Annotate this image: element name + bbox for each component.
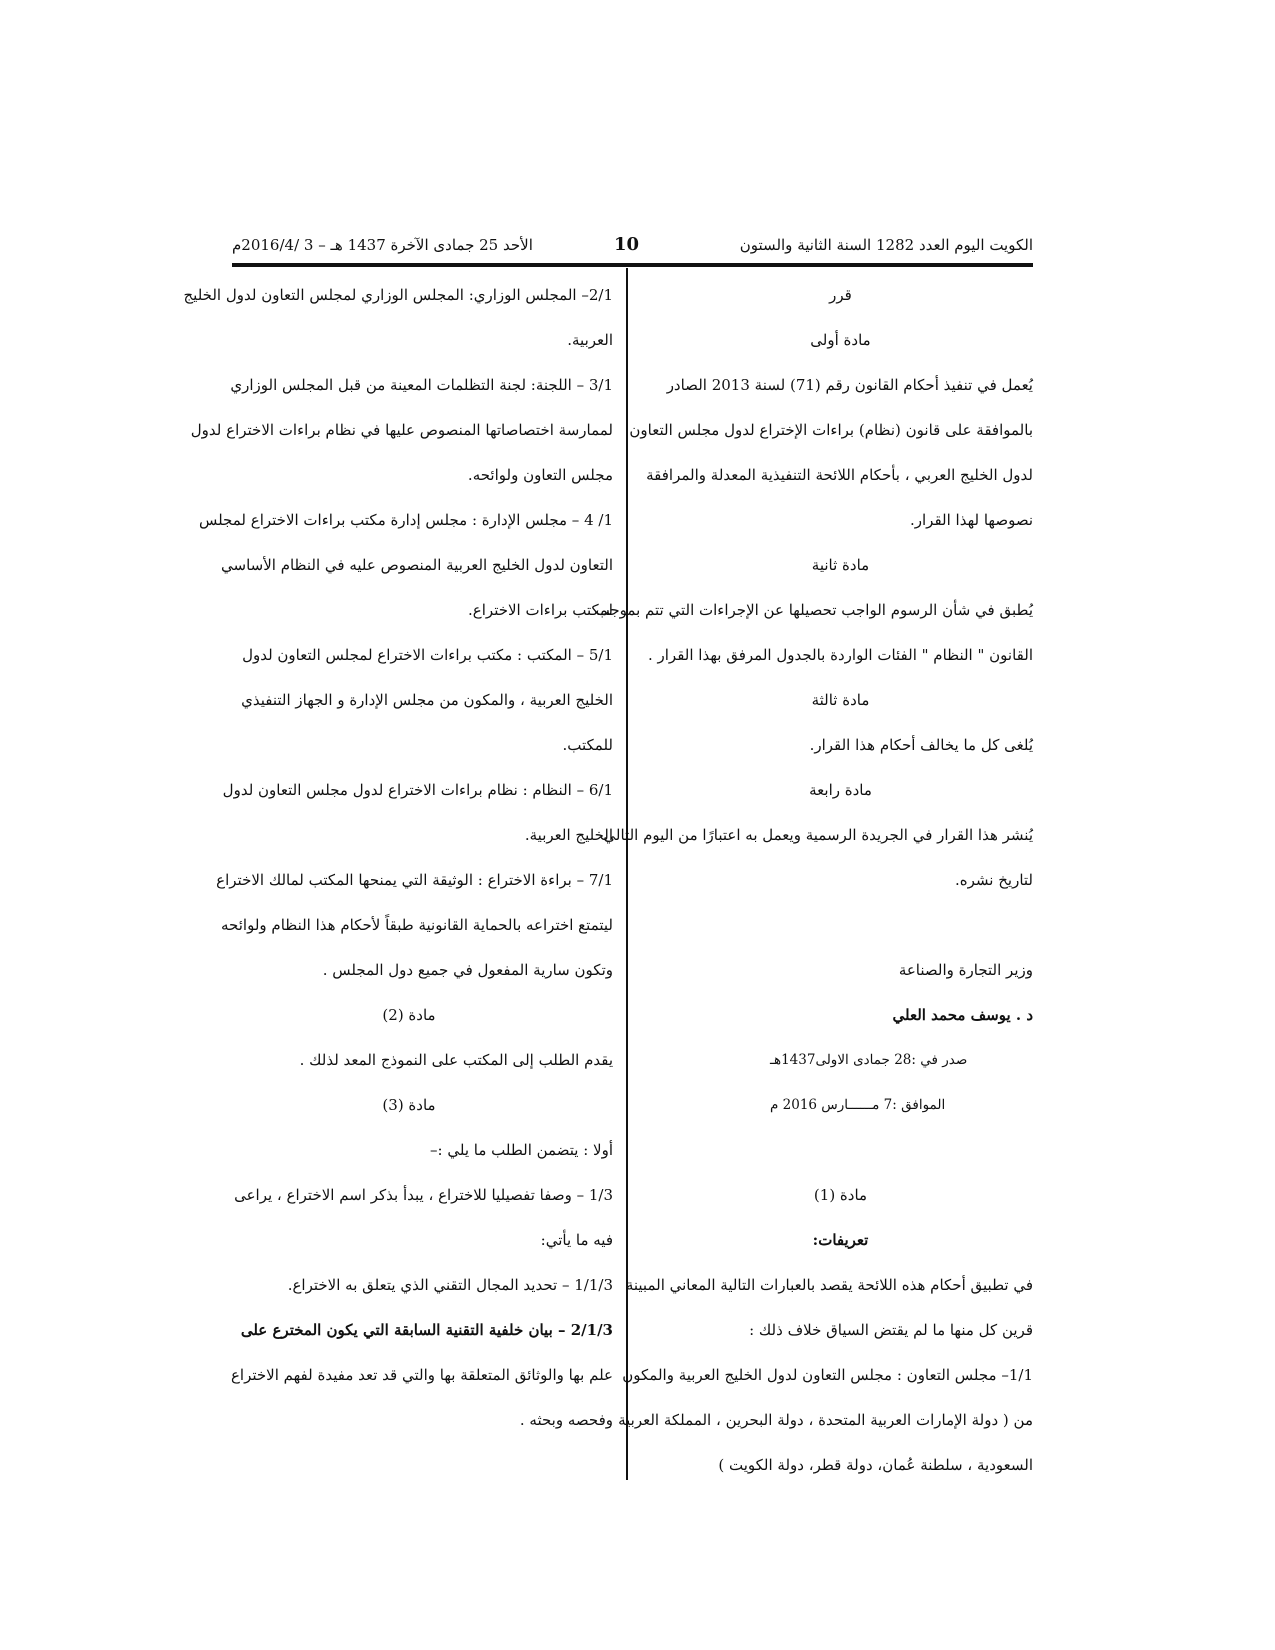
left-column-line: يقدم الطلب إلى المكتب على النموذج المعد لذلك . — [299, 1051, 613, 1069]
right-column-line: مادة (1) — [813, 1186, 868, 1204]
right-column-line: 1/1– مجلس التعاون : مجلس التعاون لدول الخليج العربية والمكون — [622, 1366, 1033, 1384]
left-column-line: 7/1 – براءة الاختراع : الوثيقة التي يمنحها المكتب لمالك الاختراع — [216, 871, 613, 889]
right-column-line: نصوصها لهذا القرار. — [910, 511, 1033, 529]
right-column-line: لدول الخليج العربي ، بأحكام اللائحة التنفيذية المعدلة والمرافقة — [646, 466, 1033, 484]
right-column-line: وزير التجارة والصناعة — [898, 961, 1033, 979]
left-column-line: 2/1/3 – بيان خلفية التقنية السابقة التي يكون المخترع على — [240, 1321, 613, 1339]
right-column-line: صدر في :28 جمادى الاولى1437هـ — [770, 1052, 968, 1068]
right-column-line: في تطبيق أحكام هذه اللائحة يقصد بالعبارات التالية المعاني المبينة — [625, 1276, 1033, 1294]
left-column-line: 1/1/3 – تحديد المجال التقني الذي يتعلق به الاختراع. — [287, 1276, 613, 1294]
left-column-line: لمكتب براءات الاختراع. — [468, 601, 613, 619]
left-column-line: وفحصه وبحثه . — [519, 1411, 613, 1429]
left-column-line: فيه ما يأتي: — [540, 1231, 613, 1249]
right-column-line: الموافق :7 مــــــارس 2016 م — [770, 1097, 946, 1113]
right-column-line: من ( دولة الإمارات العربية المتحدة ، دولة البحرين ، المملكة العربية — [618, 1411, 1033, 1429]
page-header — [232, 236, 1033, 262]
right-column-line: يُنشر هذا القرار في الجريدة الرسمية ويعمل به اعتبارًا من اليوم التالي — [603, 826, 1033, 844]
right-column-line: قرين كل منها ما لم يقتض السياق خلاف ذلك : — [749, 1321, 1033, 1339]
right-column-line: السعودية ، سلطنة عُمان، دولة قطر، دولة الكويت ) — [718, 1456, 1033, 1474]
left-column-line: 1/3 – وصفا تفصيليا للاختراع ، يبدأ بذكر اسم الاختراع ، يراعى — [234, 1186, 613, 1204]
right-column-line: مادة أولى — [810, 331, 871, 349]
right-column-line: يُلغى كل ما يخالف أحكام هذا القرار. — [809, 736, 1033, 754]
right-column-line: مادة ثالثة — [811, 691, 870, 709]
right-column-line: القانون " النظام " الفئات الواردة بالجدول المرفق بهذا القرار . — [647, 646, 1033, 664]
right-column-line: قرر — [829, 286, 852, 304]
right-column-line: بالموافقة على قانون (نظام) براءات الإختراع لدول مجلس التعاون — [629, 421, 1033, 439]
left-column-line: 1/ 4 – مجلس الإدارة : مجلس إدارة مكتب براءات الاختراع لمجلس — [198, 511, 613, 529]
header-rule — [232, 263, 1033, 267]
page-number: 10 — [614, 234, 640, 255]
header-issue-info: الكويت اليوم العدد 1282 السنة الثانية والستون — [739, 236, 1033, 254]
right-column-line: لتاريخ نشره. — [955, 871, 1033, 889]
left-column-line: ليتمتع اختراعه بالحماية القانونية طبقاً لأحكام هذا النظام ولوائحه — [221, 916, 613, 934]
right-column-line: د . يوسف محمد العلي — [892, 1006, 1033, 1024]
left-column-line: التعاون لدول الخليج العربية المنصوص عليه في النظام الأساسي — [221, 556, 613, 574]
right-column-line — [648, 1133, 1033, 1178]
left-column-line: مادة (3) — [382, 1096, 436, 1114]
right-column-line: مادة ثانية — [811, 556, 870, 574]
left-column-line: لممارسة اختصاصاتها المنصوص عليها في نظام براءات الاختراع لدول — [190, 421, 613, 439]
left-column-line: وتكون سارية المفعول في جميع دول المجلس . — [322, 961, 613, 979]
left-column-line: العربية. — [567, 331, 613, 349]
left-column-line: أولا : يتضمن الطلب ما يلي :– — [430, 1141, 613, 1159]
left-column-line: الخليج العربية ، والمكون من مجلس الإدارة و الجهاز التنفيذي — [241, 691, 613, 709]
left-column-line: الخليج العربية. — [524, 826, 613, 844]
header-date: الأحد 25 جمادى الآخرة 1437 هـ – 3 /2016/4م — [232, 236, 533, 254]
left-column-line: 2/1– المجلس الوزاري: المجلس الوزاري لمجلس التعاون لدول الخليج — [183, 286, 613, 304]
left-column-line: للمكتب. — [562, 736, 613, 754]
left-column-line: 3/1 – اللجنة: لجنة التظلمات المعينة من قبل المجلس الوزاري — [230, 376, 613, 394]
right-column-line — [648, 908, 1033, 953]
left-column-line: 6/1 – النظام : نظام براءات الاختراع لدول مجلس التعاون لدول — [222, 781, 613, 799]
left-column-line: علم بها والوثائق المتعلقة بها والتي قد تعد مفيدة لفهم الاختراع — [230, 1366, 613, 1384]
right-column-line: مادة رابعة — [809, 781, 872, 799]
right-column-line: تعريفات: — [812, 1231, 869, 1249]
right-column-line: يُطبق في شأن الرسوم الواجب تحصيلها عن الإجراءات التي تتم بموجب — [595, 601, 1033, 619]
left-column — [183, 278, 613, 1448]
left-column-line: مجلس التعاون ولوائحه. — [467, 466, 613, 484]
right-column-line: يُعمل في تنفيذ أحكام القانون رقم (71) لسنة 2013 الصادر — [666, 376, 1033, 394]
left-column-line: مادة (2) — [382, 1006, 436, 1024]
right-column — [595, 278, 1033, 1493]
left-column-line: 5/1 – المكتب : مكتب براءات الاختراع لمجلس التعاون لدول — [242, 646, 613, 664]
